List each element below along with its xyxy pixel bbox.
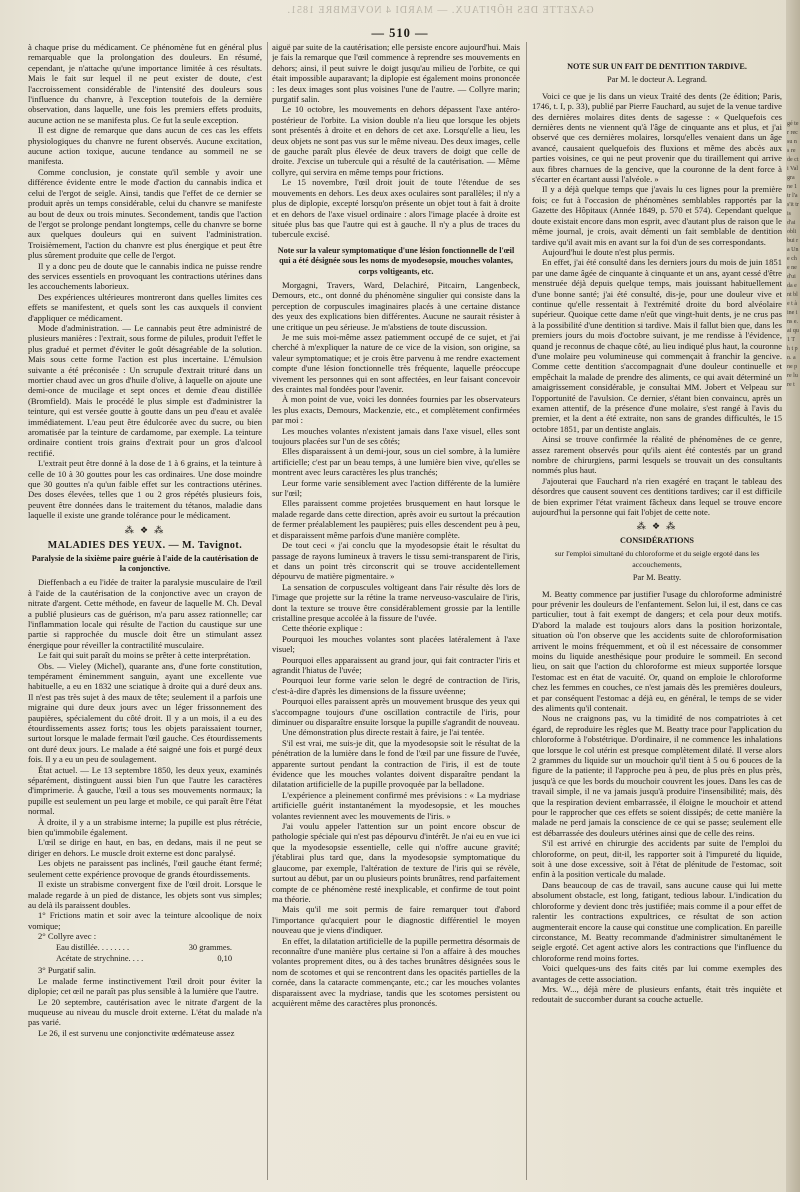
paragraph: Pourquoi elles paraissent après un mouvement brusque des yeux qui s'accompagne toujours d'une oscillation contractile de l'iris, pour diminuer ou disparaître ensuite lorsque la pupille s'agrandit de nouveau. [272, 696, 520, 727]
paragraph: Voici quelques-uns des faits cités par lui comme exemples des avantages de cette association. [532, 963, 782, 984]
formula-quantity: 0,10 [217, 953, 232, 963]
paragraph: Les objets ne paraissent pas inclinés, l'œil gauche étant fermé; seulement cette expérience provoque de grands étourdissements. [28, 858, 262, 879]
paragraph: La sensation de corpuscules voltigeant dans l'air résulte dès lors de l'image que projette sur la rétine la trame nerveuso-vasculaire de l'iris, dont la texture se trouve être considérablement grossie par la lentille cristalline presque accolée à la fissure de l'uvée. [272, 581, 520, 623]
paragraph: à chaque prise du médicament. Ce phénomène fut en général plus remarquable que la prolongation des douleurs. En résumé, cependant, je n'attache qu'une importance limitée à ces résultats. Mais le fait sur lequel il ne peut exister de doute, c'est l'accroissement considérable de l'intensité des douleurs sous l'influence du chanvre, à l'exception toutefois de la dernière observation, dans laquelle, une fois les premiers effets produits, aucune action ne se manifesta plus. Ce fut la seule exception. [28, 42, 262, 125]
paragraph: Comme conclusion, je constate qu'il semble y avoir une différence évidente entre le mode d'action du cannabis indica et celui de l'ergot de seigle. Ainsi, tandis que l'effet de ce dernier se produit après un temps considérable, celui du chanvre se manifeste au bout de deux ou trois minutes. Secondement, tandis que l'action de l'ergot se prolonge pendant longtemps, celle du chanvre se borne aux quelques douleurs qui en suivent l'administration. Troisièmement, l'action du chanvre est plus énergique et peut être plus sûrement produite que celle de l'ergot. [28, 166, 262, 261]
paragraph: M. Beatty commence par justifier l'usage du chloroforme administré pour prévenir les douleurs de l'enfantement. Selon lui, il est, dans ce cas particulier, tout à fait exempt de dangers; et cela pour deux motifs. D'abord la malade est toujours alors dans la position horizontale, situation où l'on observe que les accidents suite de chloroformisation arrivent le moins fréquemment, et où il est nécessaire de consommer moins du liquide anesthésique pour produire le sommeil. En second lieu, on sait que l'action du chloroforme est mieux supportée lorsque l'estomac est en état de vacuité. Or, quand on emploie le chloroforme chez les femmes en couches, ce n'est jamais dès les premières douleurs, et par conséquent l'estomac a déjà eu, en général, le temps de se vider des aliments qu'il contenait. [532, 588, 782, 713]
paragraph: Le malade ferme instinctivement l'œil droit pour éviter la diplopie; cet œil ne paraît pas plus sensible à la lumière que l'autre. [28, 975, 262, 997]
paragraph: Pourquoi leur forme varie selon le degré de contraction de l'iris, c'est-à-dire d'après les dimensions de la fissure uvéenne; [272, 675, 520, 696]
paragraph: Dans beaucoup de cas de travail, sans aucune cause qui lui mette absolument obstacle, est long, fatigant, tedious labour. L'indication du chloroforme y devient donc très justifiée; mais comme il a pour effet de ralentir les contractions expultrices, ce résultat de son action augmenterait encore la cause qui constitue une complication. En pareille circonstance, M. Beatty recommande d'administrer simultanément le seigle ergoté. Cet agent active alors les contractions que l'influence du chloroforme rend moins fortes. [532, 879, 782, 963]
paragraph: Pourquoi les mouches volantes sont placées latéralement à l'axe visuel; [272, 633, 520, 655]
paragraph: En effet, la dilatation artificielle de la pupille permettra désormais de reconnaître d'une manière plus certaine si l'on a affaire à des mouches volantes proprement dites, ou à des taches brunâtres désignées sous le nom de scotomes et qui se rencontrent dans les opacités partielles de la cornée, dans la cataracte commençante, etc.; car les mouches volantes disparaissent avec la mydriase, tandis que les scotomes persistent ou acquièrent même des caractères plus prononcés. [272, 935, 520, 1008]
column-2 [272, 42, 520, 1180]
paragraph: Une démonstration plus directe restait à faire, je l'ai tentée. [282, 727, 485, 738]
column-rule [526, 42, 527, 1180]
column-3 [532, 42, 782, 1180]
paragraph: Morgagni, Travers, Ward, Delachiré, Pitcairn, Langenbeck, Demours, etc., ont donné du phénomène singulier qui consiste dans la perception de corpuscules imaginaires placés à une certaine distance des yeux des explications bien différentes. Aucune ne saurait résister à une critique un peu sérieuse. Je m'abstiens de toute discussion. [272, 279, 520, 332]
paragraph: Ainsi se trouve confirmée la réalité de phénomènes de ce genre, assez rarement observés pour qu'ils aient été contestés par un grand nombre de chirurgiens, parmi lesquels se trouvait un des consultants nommés plus haut. [532, 434, 782, 476]
paragraph: Leur forme varie sensiblement avec l'action différente de la lumière sur l'œil; [272, 477, 520, 499]
paragraph: Mode d'administration. — Le cannabis peut être administré de plusieurs manières : l'extrait, sous forme de pilules, produit l'effet le plus gradué et permet d'éviter le goût désagréable de la solution. Mais sous cette forme l'action est plus incertaine. L'émulsion suivante a été préconisée : Un scrupule d'extrait trituré dans un mortier chaud avec un gros d'huile d'olive, à laquelle on ajoute une demi-once de mucilage et sept onces et demie d'eau distillée (Bromfield). Mais le procédé le plus simple est d'administrer la teinture, qui est versée goutte à goutte dans un peu d'eau et avalée immédiatement. L'eau peut être édulcorée avec du sucre, ou bien aromatisée par la teinture de cardamome, par exemple. La teinture ordinaire contient trois grains d'extrait pour un gros d'alcool rectifié. [28, 322, 262, 458]
paragraph: Je me suis moi-même assez patiemment occupé de ce sujet, et j'ai cherché à m'expliquer la nature de ce vice de la vision, son origine, sa valeur symptomatique; et je crois être parvenu à me rendre exactement compte d'une lésion fonctionnelle très fréquente, laquelle préoccupe vivement les personnes qui en sont affectées, en leur faisant concevoir des craintes mal fondées pour l'avenir. [272, 331, 520, 394]
paragraph: Mrs. W..., déjà mère de plusieurs enfants, était très inquiète et redoutait de succomber durant sa couche actuelle. [532, 983, 782, 1005]
bleed-through-text: GAZETTE DES HÔPITAUX. — MARDI 4 NOVEMBRE 1851. [286, 5, 594, 16]
section-title: MALADIES DES YEUX. — M. Tavignot. [47, 540, 243, 552]
paragraph: L'œil se dirige en haut, en bas, en dedans, mais il ne peut se diriger en dehors. Le muscle droit externe est donc paralysé. [28, 837, 262, 858]
paragraph: L'extrait peut être donné à la dose de 1 à 6 grains, et la teinture à celle de 10 à 30 gouttes pour les cas ordinaires. Une dose moindre que 30 gouttes n'a qu'un faible effet sur les contractions utérines. Des doses élevées, telles que 1 ou 2 gros répétés plusieurs fois, peuvent être données dans le traitement du tétanos, maladie dans laquelle il existe une grande tolérance pour le médicament. [28, 458, 262, 521]
formula-ingredient: Eau distillée. . . . . . . . [56, 942, 130, 952]
paragraph: À droite, il y a un strabisme interne; la pupille est plus rétrécie, bien qu'immobile également. [28, 816, 262, 838]
paragraph: J'ai voulu appeler l'attention sur un point encore obscur de pathologie spéciale qui n'est pas dépourvu d'intérêt. Je n'ai eu en vue ici que la myodesopsie essentielle, celle qui n'offre aucune gravité; j'établirai plus tard que, dans la myodesopsie symptomatique du glaucome, par exemple, l'altération de texture de l'iris qui se révèle, surtout au début, par un ou plusieurs points brunâtres, rend parfaitement compte de ce phénomène resté inexplicable, et confirme de tout point ma théorie. [272, 821, 520, 904]
column-rule [267, 42, 268, 1180]
page-number: — 510 — [371, 26, 429, 40]
column-1 [28, 42, 262, 1180]
paragraph: 3° Purgatif salin. [38, 965, 96, 976]
paragraph: 2° Collyre avec : [38, 931, 97, 942]
paragraph: Le 26, il est survenu une conjonctivite œdémateuse assez [38, 1027, 235, 1038]
paragraph: Il existe un strabisme convergent fixe de l'œil droit. Lorsque le malade regarde à un pied de distance, les objets sont vus simples; au delà ils paraissent doubles. [28, 879, 262, 910]
paragraph: L'expérience a pleinement confirmé mes prévisions : « La mydriase artificielle guérit instantanément la myodesopsie, et les mouches volantes reviennent avec les mouvements de l'iris. » [272, 789, 520, 821]
paragraph: Elles paraissent comme projetées brusquement en haut lorsque le malade regarde dans cette direction, après avoir eu surtout la précaution de fermer préalablement les paupières; puis elles descendent peu à peu, et disparaissent même parfois d'une manière complète. [272, 498, 520, 540]
section-subtitle: sur l'emploi simultané du chloroforme et du seigle ergoté dans les accouchements, [554, 549, 760, 569]
paragraph: Pourquoi elles apparaissent au grand jour, qui fait contracter l'iris et agrandit l'hiatus de l'uvée; [272, 654, 520, 675]
paragraph: Des expériences ultérieures montreront dans quelles limites ces effets se manifestent, et quels sont les cas auxquels il convient d'appliquer ce médicament. [28, 291, 262, 323]
paragraph: aiguë par suite de la cautérisation; elle persiste encore aujourd'hui. Mais je fais la remarque que l'œil commence à reprendre ses mouvements en dehors; ainsi, il peut suivre le doigt jusqu'au milieu de l'orbite, ce qui était impossible auparavant; la diplopie est également moins prononcée : les deux images sont plus voisines l'une de l'autre. — Collyre marin; purgatif salin. [272, 42, 520, 105]
section-title: NOTE SUR UN FAIT DE DENTITION TARDIVE. [567, 62, 747, 71]
paragraph: À mon point de vue, voici les données fournies par les observateurs les plus exacts, Demours, Mackenzie, etc., et complètement confirmées par moi : [272, 394, 520, 426]
paragraph: En effet, j'ai été consulté dans les derniers jours du mois de juin 1851 par une dame âgée de cinquante à cinquante et un ans, ayant cessé d'être menstruée déjà depuis quelque temps, mais jouissant habituellement d'une bonne santé; j'ai été consulté, dis-je, pour une douleur vive et continue qu'elle ressentait à l'extrémité droite du bord alvéolaire supérieur. Quoique cette dame n'eût que vingt-huit dents, je ne crus pas à la possibilité d'une dentition si tardive. Mais il fallut bien que, dans les premiers jours du mois d'octobre suivant, je me rendisse à l'évidence, quand je reconnus de chaque côté, au lieu indiqué plus haut, la couronne d'une molaire peu volumineuse qui commençait à franchir la gencive. Comme cette dentition s'accompagnait d'une douleur continuelle et empêchait la malade de prendre des aliments, ce qui avait déterminé un amaigrissement considérable, je consultai MM. Jobert et Velpeau sur l'opportunité de l'avulsion. Ce dernier, s'étant bien convaincu, après un examen attentif, de la présence d'une molaire, s'est rangé à l'avis du premier, et la dent a été extraite, non sans de grandes difficultés, le 15 octobre 1851, par un dentiste anglais. [532, 257, 782, 434]
paragraph: Mais qu'il me soit permis de faire remarquer tout d'abord l'importance qu'acquiert pour le diagnostic différentiel le moyen nouveau que je viens d'indiquer. [272, 904, 520, 936]
paragraph: Il y a déjà quelque temps que j'avais lu ces lignes pour la première fois; ce fut à l'occasion de phénomènes semblables rapportés par la Gazette des Hôpitaux (Année 1849, p. 570 et 574). Cependant quelque doute existait encore dans mon esprit, avec d'autant plus de raison que le même journal, je crois, avait démenti un fait semblable de dentition tardive qu'il avait mis en avant sur la foi d'un de ses correspondants. [532, 184, 782, 247]
paragraph: Le 15 novembre, l'œil droit jouit de toute l'étendue de ses mouvements en dehors. Les deux axes oculaires sont parallèles; il n'y a plus de diplopie, excepté lorsqu'on présente un objet tout à fait à droite et en dehors de l'axe visuel ordinaire : alors l'image placée à droite est située plus bas que l'autre qui est à gauche. Il n'y a plus de traces du tubercule excisé. [272, 177, 520, 240]
paragraph: 1° Frictions matin et soir avec la teinture alcoolique de noix vomique; [28, 910, 262, 931]
paragraph: État actuel. — Le 13 septembre 1850, les deux yeux, examinés séparément, distinguent aussi bien l'un que l'autre les caractères d'imprimerie. À gauche, l'œil a tous ses mouvements normaux; la pupille est seulement un peu large et mobile, ce qui paraît être l'état normal. [28, 764, 262, 817]
paragraph: Le fait qui suit paraît du moins se prêter à cette interprétation. [38, 650, 251, 661]
paragraph: Nous ne craignons pas, vu la timidité de nos compatriotes à cet égard, de reproduire les règles que M. Beatty trace pour l'application du chloroforme à l'obstétrique. D'ordinaire, il ne commence les inhalations que lorsque le col utérin est presque complètement dilaté. Il verse alors 2 grammes du liquide sur un mouchoir qu'il tient à 5 ou 6 pouces de la figure de la patiente; il l'approche peu à peu, de plus près en plus près, jusqu'à ce que les bords du mouchoir couvrent les joues. Dans les cas de travail simple, il ne va jamais jusqu'à produire l'insensibilité; mais, dès que la respiration devient embarrassée, il éloigne le mouchoir et attend pour le rapprocher que ces effets se soient dissipés; de cette manière la malade ne perd jamais la conscience de ce qui se passe; seulement elle est débarrassée des douleurs utérines ainsi que de celle des reins. [532, 713, 782, 838]
formula-quantity: 30 grammes. [188, 942, 232, 952]
paragraph: Cette théorie explique : [282, 623, 363, 634]
byline: Par M. Beatty. [632, 573, 682, 583]
section-title: Note sur la valeur symptomatique d'une lésion fonctionnelle de l'œil qui a été désignée sous les noms de myodesopsie, mouches volantes, corps voltigeants, etc. [277, 245, 515, 276]
paragraph: Elles disparaissent à un demi-jour, sous un ciel sombre, à la lumière artificielle; c'est par un beau temps, à une lumière bien vive, qu'elles se montrent avec leurs caractères les plus tranchés; [272, 446, 520, 478]
paragraph: Il est digne de remarque que dans aucun de ces cas les effets physiologiques du chanvre ne furent observés. Aucune excitation, aucune action toxique, aucune tendance au sommeil ne se manifesta. [28, 125, 262, 167]
formula-line [28, 954, 262, 964]
ornament-divider: ⁂ ❖ ⁂ [124, 524, 166, 535]
section-title: CONSIDÉRATIONS [619, 535, 694, 545]
paragraph: Dieffenbach a eu l'idée de traiter la paralysie musculaire de l'œil à l'aide de la cautérisation de la conjonctive avec un crayon de nitrate d'argent. Cette méthode, en faveur de laquelle M. Ch. Deval a publié plusieurs cas de guérison, m'a paru assez rationnelle; car l'inflammation locale qui résulte de l'action du caustique sur une partie si rapprochée du muscle doit être un stimulant assez énergique pour réveiller la contractilité musculaire. [28, 577, 262, 650]
ornament-divider: ⁂ ❖ ⁂ [636, 521, 678, 532]
paragraph: De tout ceci « j'ai conclu que la myodesopsie était le résultat du passage de rayons lumineux à travers le tissu semi-transparent de l'iris, et dans un point très circonscrit qui se trouve accidentellement dépourvu de matière pigmentaire. » [272, 540, 520, 582]
byline: Par M. le docteur A. Legrand. [606, 75, 707, 85]
paragraph: S'il est arrivé en chirurgie des accidents par suite de l'emploi du chloroforme, on peut, dit-il, les rapporter soit à l'impureté du liquide, soit à une dose excessive, soit à l'état de plénitude de l'estomac, soit enfin à la position verticale du malade. [532, 838, 782, 880]
paragraph: Le 20 septembre, cautérisation avec le nitrate d'argent de la muqueuse au niveau du muscle droit externe. L'état du malade n'a pas varié. [28, 996, 262, 1028]
paragraph: Le 10 octobre, les mouvements en dehors dépassent l'axe antéro-postérieur de l'orbite. La vision double n'a lieu que lorsque les objets sont présentés à droite et en dehors de cet axe. Lorsqu'elle a lieu, les deux objets ne sont pas vus sur le même niveau. Des deux images, celle de gauche paraît plus élevée de deux travers de doigt que celle de droite. J'excise un tubercule qui a résulté de la cautérisation. — Même collyre, qui servira en même temps pour frictions. [272, 104, 520, 177]
paragraph: Voici ce que je lis dans un vieux Traité des dents (2e édition; Paris, 1746, t. I, p. 33), publié par Pierre Fauchard, au sujet de la venue tardive des dernières molaires dites dents de sagesse : « Quelquefois ces dernières dents ne viennent qu'à l'âge de cinquante ans et plus, et j'ai observé que ces dernières molaires, lorsqu'elles venaient dans un âge avancé, causaient quelquefois des fluxions et même des abcès aux parties voisines, ce qui ne peut provenir que du tiraillement qui arrive aux fibres charnues de la gencive, que la couronne de la dent force à s'écarter en écartant aussi l'alvéole. » [532, 90, 782, 185]
paragraph: Il y a donc peu de doute que le cannabis indica ne puisse rendre des services essentiels en provoquant les contractions utérines dans les accouchements laborieux. [28, 260, 262, 292]
paragraph: S'il est vrai, me suis-je dit, que la myodesopsie soit le résultat de la pénétration de la lumière dans le fond de l'œil par une fissure de l'uvée, apparente surtout pendant la contraction de l'iris, il est de toute évidence que les mouches volantes doivent disparaître pendant la dilatation artificielle de la pupille provoquée par la belladone. [272, 737, 520, 790]
formula-ingredient: Acétate de strychnine. . . . [56, 953, 144, 963]
paragraph: J'ajouterai que Fauchard n'a rien exagéré en traçant le tableau des désordres que causent souvent ces dentitions tardives; car il est difficile de bien exprimer l'état vraiment fâcheux dans lequel se trouve encore aujourd'hui la personne qui fait l'objet de cette note. [532, 475, 782, 518]
adjacent-page-fragment: gé ter rec su ns re de cti Val gra ne 1 tr l'a s'it tris d'ai obli bui ra Une che ne d'ui da ent ble t à ine ins e. ai qu 1 T h t p n. a ne p re lu re t [787, 121, 799, 388]
paragraph: Obs. — Vieley (Michel), quarante ans, d'une forte constitution, tempérament éminemment sanguin, ayant une excellente vue habituelle, a eu en 1832 une sciatique à droite qui a duré deux ans. Il n'est pas très sujet à des maux de tête; seulement il a parfois une migraine qui dure deux jours avec un léger frissonnement des paupières, spécialement du côté droit. Il y a un mois, il a eu des étourdissements assez forts; tous les objets paraissaient tourner, surtout lorsque le malade fermait l'œil gauche. Ces étourdissements ont duré deux jours. Le malade a été saigné une fois et purgé deux fois. Il y a eu un peu de soulagement. [28, 660, 262, 765]
section-subtitle: Paralysie de la sixième paire guérie à l'aide de la cautérisation de la conjonctive. [31, 553, 259, 573]
paragraph: Les mouches volantes n'existent jamais dans l'axe visuel, elles sont toujours placées sur l'un de ses côtés; [272, 425, 520, 447]
formula-line [28, 943, 262, 953]
paragraph: Aujourd'hui le doute n'est plus permis. [542, 246, 675, 257]
